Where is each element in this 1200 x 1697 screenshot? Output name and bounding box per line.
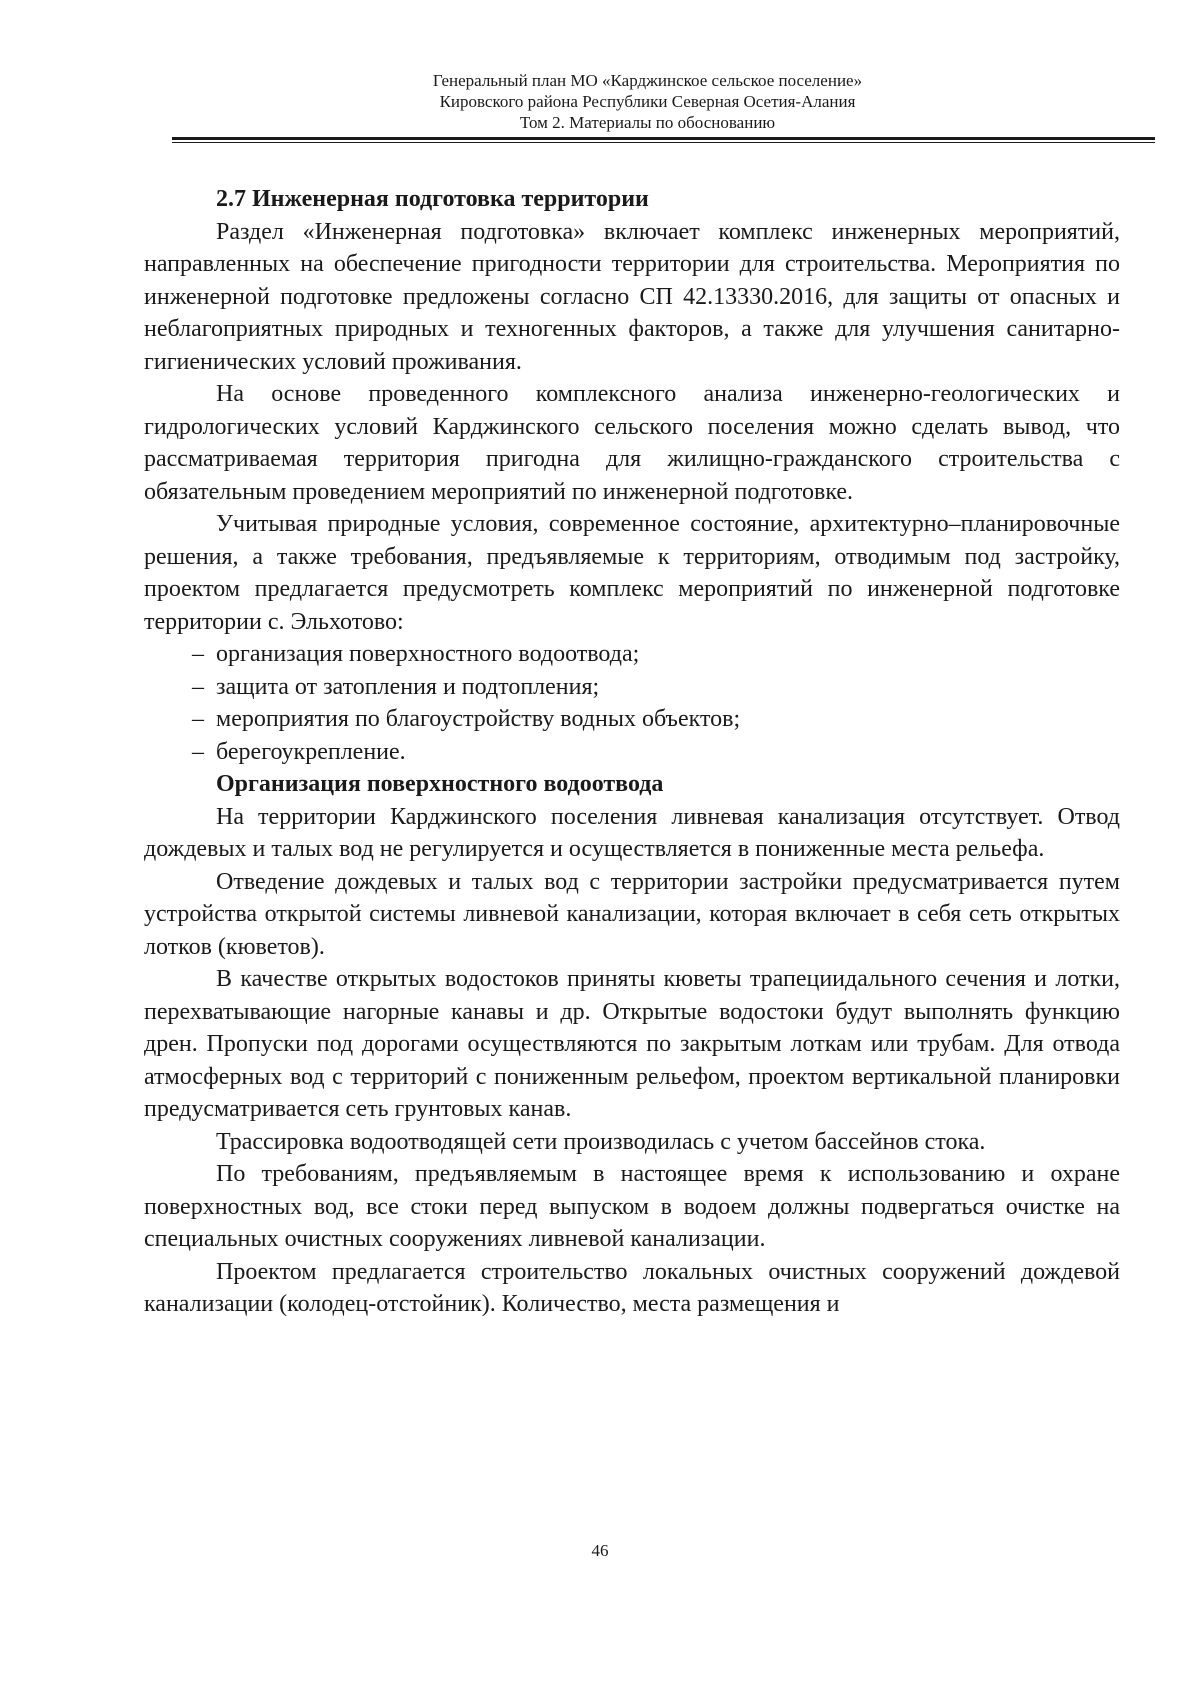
header-line-1: Генеральный план МО «Карджинское сельское поселение» [432, 71, 863, 90]
list-item [144, 671, 1120, 704]
paragraph: В качестве открытых водостоков приняты кюветы трапециидального сечения и лотки, перехватывающие нагорные канавы и др. Открытые водостоки будут выполнять функцию дрен. Пропуски под дорогами осуществляются по закрытым лоткам или трубам. Для отвода атмосферных вод с территорий с пониженным рельефом, проектом вертикальной планировки предусматривается сеть грунтовых канав. [144, 966, 1120, 1122]
running-header [140, 70, 1155, 133]
paragraph: Проектом предлагается строительство локальных очистных сооружений дождевой канализации (колодец-отстойник). Количество, места размещения и [144, 1258, 1120, 1317]
header-line-2: Кировского района Республики Северная Осетия-Алания [439, 92, 856, 111]
paragraph: Отведение дождевых и талых вод с территории застройки предусматривается путем устройства открытой системы ливневой канализации, которая включает в себя сеть открытых лотков (кюветов). [144, 868, 1120, 960]
paragraph: На основе проведенного комплексного анализа инженерно-геологических и гидрологических условий Карджинского сельского поселения можно сделать вывод, что рассматриваемая территория пригодна для жилищно-гражданского строительства с обязательным проведением мероприятий по инженерной подготовке. [144, 381, 1120, 505]
list-item-text: мероприятия по благоустройству водных объектов; [216, 706, 741, 732]
page-body [144, 183, 1120, 1321]
list-item [144, 703, 1120, 736]
list-item [144, 638, 1120, 671]
dash-marker: – [192, 706, 204, 732]
dash-marker: – [192, 641, 204, 667]
list-item-text: защита от затопления и подтопления; [216, 673, 600, 700]
dash-marker: – [192, 673, 204, 700]
paragraph: По требованиям, предъявляемым в настоящее время к использованию и охране поверхностных вод, все стоки перед выпуском в водоем должны подвергаться очистке на специальных очистных сооружениях ливневой канализации. [144, 1161, 1120, 1252]
list-item-text: организация поверхностного водоотвода; [216, 641, 640, 667]
paragraph: Трассировка водоотводящей сети производилась с учетом бассейнов стока. [216, 1128, 986, 1155]
subsection-title: Организация поверхностного водоотвода [216, 771, 664, 797]
section-title: 2.7 Инженерная подготовка территории [216, 186, 649, 212]
list-item [144, 736, 1120, 769]
list-item-text: берегоукрепление. [216, 738, 406, 765]
measures-list [144, 638, 1120, 768]
paragraph: На территории Карджинского поселения ливневая канализация отсутствует. Отвод дождевых и талых вод не регулируется и осуществляется в пониженные места рельефа. [144, 803, 1120, 862]
dash-marker: – [192, 738, 204, 765]
paragraph: Учитывая природные условия, современное состояние, архитектурно–планировочные решения, а также требования, предъявляемые к территориям, отводимым под застройку, проектом предлагается предусмотреть комплекс мероприятий по инженерной подготовке территории с. Эльхотово: [144, 511, 1120, 635]
header-rule-thick [172, 137, 1155, 140]
header-line-3: Том 2. Материалы по обоснованию [519, 113, 776, 132]
header-rule-thin [172, 142, 1155, 143]
page-number: 46 [591, 1541, 609, 1560]
paragraph: Раздел «Инженерная подготовка» включает комплекс инженерных мероприятий, направленных на обеспечение пригодности территории для строительства. Мероприятия по инженерной подготовке предложены согласно СП 42.13330.2016, для защиты от опасных и неблагоприятных природных и техногенных факторов, а также для улучшения санитарно-гигиенических условий проживания. [144, 218, 1120, 375]
